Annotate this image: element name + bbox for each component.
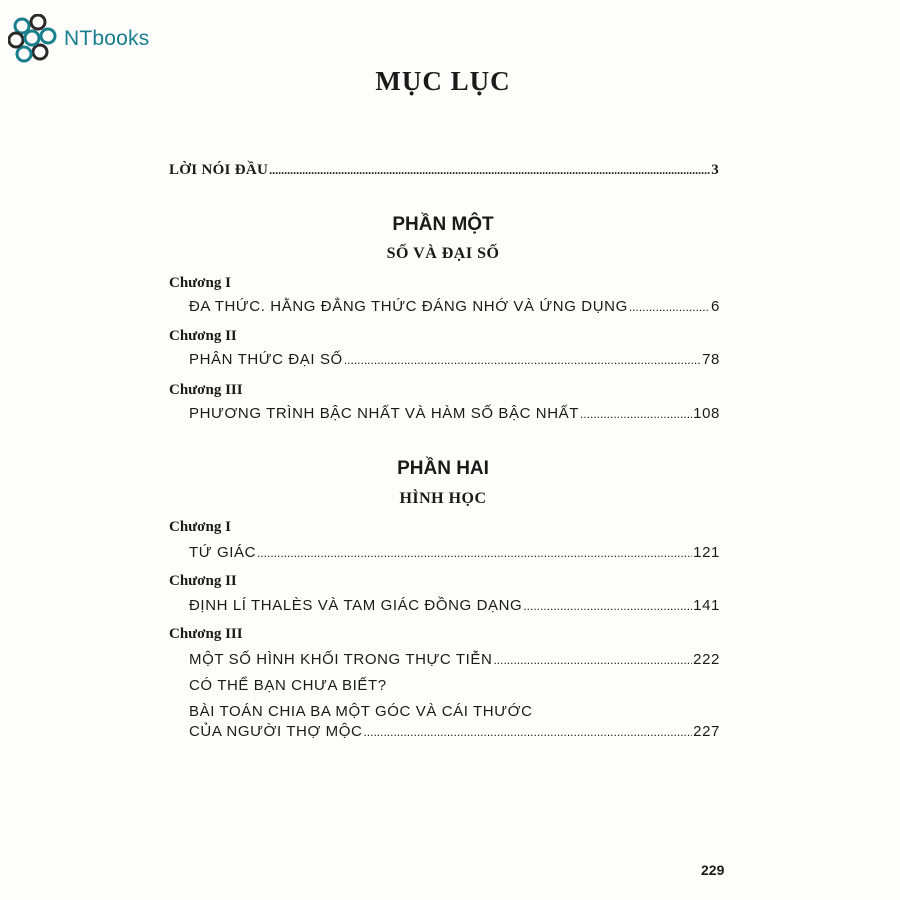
toc-entry[interactable] xyxy=(189,651,720,668)
page-number: 229 xyxy=(701,862,725,878)
toc-page-number: 6 xyxy=(711,298,720,315)
dot-leader xyxy=(629,300,710,314)
dot-leader xyxy=(523,599,692,613)
dot-leader xyxy=(493,653,692,667)
toc-entry-label: CỦA NGƯỜI THỢ MỘC xyxy=(189,723,363,740)
dot-leader xyxy=(580,407,692,421)
chapter-heading: Chương III xyxy=(169,626,243,642)
part-two-title: PHẦN HAI xyxy=(397,458,489,479)
chapter-heading: Chương III xyxy=(169,382,243,398)
brand-name: NTbooks xyxy=(64,27,150,50)
chapter-heading: Chương I xyxy=(169,275,231,291)
toc-entry-label: LỜI NÓI ĐẦU xyxy=(169,162,269,178)
toc-entry-label: BÀI TOÁN CHIA BA MỘT GÓC VÀ CÁI THƯỚC xyxy=(189,703,533,720)
part-one-title: PHẦN MỘT xyxy=(392,214,494,235)
toc-page-number: 78 xyxy=(702,351,720,368)
toc-entry[interactable] xyxy=(189,597,720,614)
toc-entry-label: ĐỊNH LÍ THALÈS VÀ TAM GIÁC ĐỒNG DẠNG xyxy=(189,597,523,614)
brand-logo xyxy=(8,14,149,64)
dot-leader xyxy=(257,546,692,560)
toc-page-number: 121 xyxy=(693,544,720,561)
chapter-heading: Chương I xyxy=(169,519,231,535)
toc-entry[interactable] xyxy=(189,544,720,561)
molecule-logo-icon xyxy=(8,14,60,64)
toc-entry-label: MỘT SỐ HÌNH KHỐI TRONG THỰC TIỄN xyxy=(189,651,493,668)
toc-entry[interactable] xyxy=(189,723,720,740)
dot-leader xyxy=(363,725,692,739)
toc-entry-label: PHƯƠNG TRÌNH BẬC NHẤT VÀ HÀM SỐ BẬC NHẤT xyxy=(189,405,579,422)
chapter-heading: Chương II xyxy=(169,573,237,589)
page-title: MỤC LỤC xyxy=(375,66,511,96)
toc-entry-note: CÓ THỂ BẠN CHƯA BIẾT? xyxy=(189,677,387,694)
dot-leader xyxy=(269,163,710,178)
part-two-subtitle: HÌNH HỌC xyxy=(399,490,487,507)
toc-entry-label: ĐA THỨC. HẰNG ĐẲNG THỨC ĐÁNG NHỚ VÀ ỨNG DỤNG xyxy=(189,298,628,315)
toc-entry[interactable] xyxy=(189,298,720,315)
part-one-subtitle: SỐ VÀ ĐẠI SỐ xyxy=(386,245,500,262)
dot-leader xyxy=(344,353,701,367)
toc-entry-preface[interactable] xyxy=(169,162,719,179)
toc-entry-label: TỨ GIÁC xyxy=(189,544,257,561)
toc-page-number: 3 xyxy=(711,162,719,178)
toc-entry[interactable] xyxy=(189,351,720,368)
toc-page-number: 222 xyxy=(693,651,720,668)
toc-entry[interactable] xyxy=(189,405,720,422)
toc-page-number: 108 xyxy=(693,405,720,422)
toc-page-number: 141 xyxy=(693,597,720,614)
toc-entry-label: PHÂN THỨC ĐẠI SỐ xyxy=(189,351,343,368)
chapter-heading: Chương II xyxy=(169,328,237,344)
toc-page-number: 227 xyxy=(693,723,720,740)
